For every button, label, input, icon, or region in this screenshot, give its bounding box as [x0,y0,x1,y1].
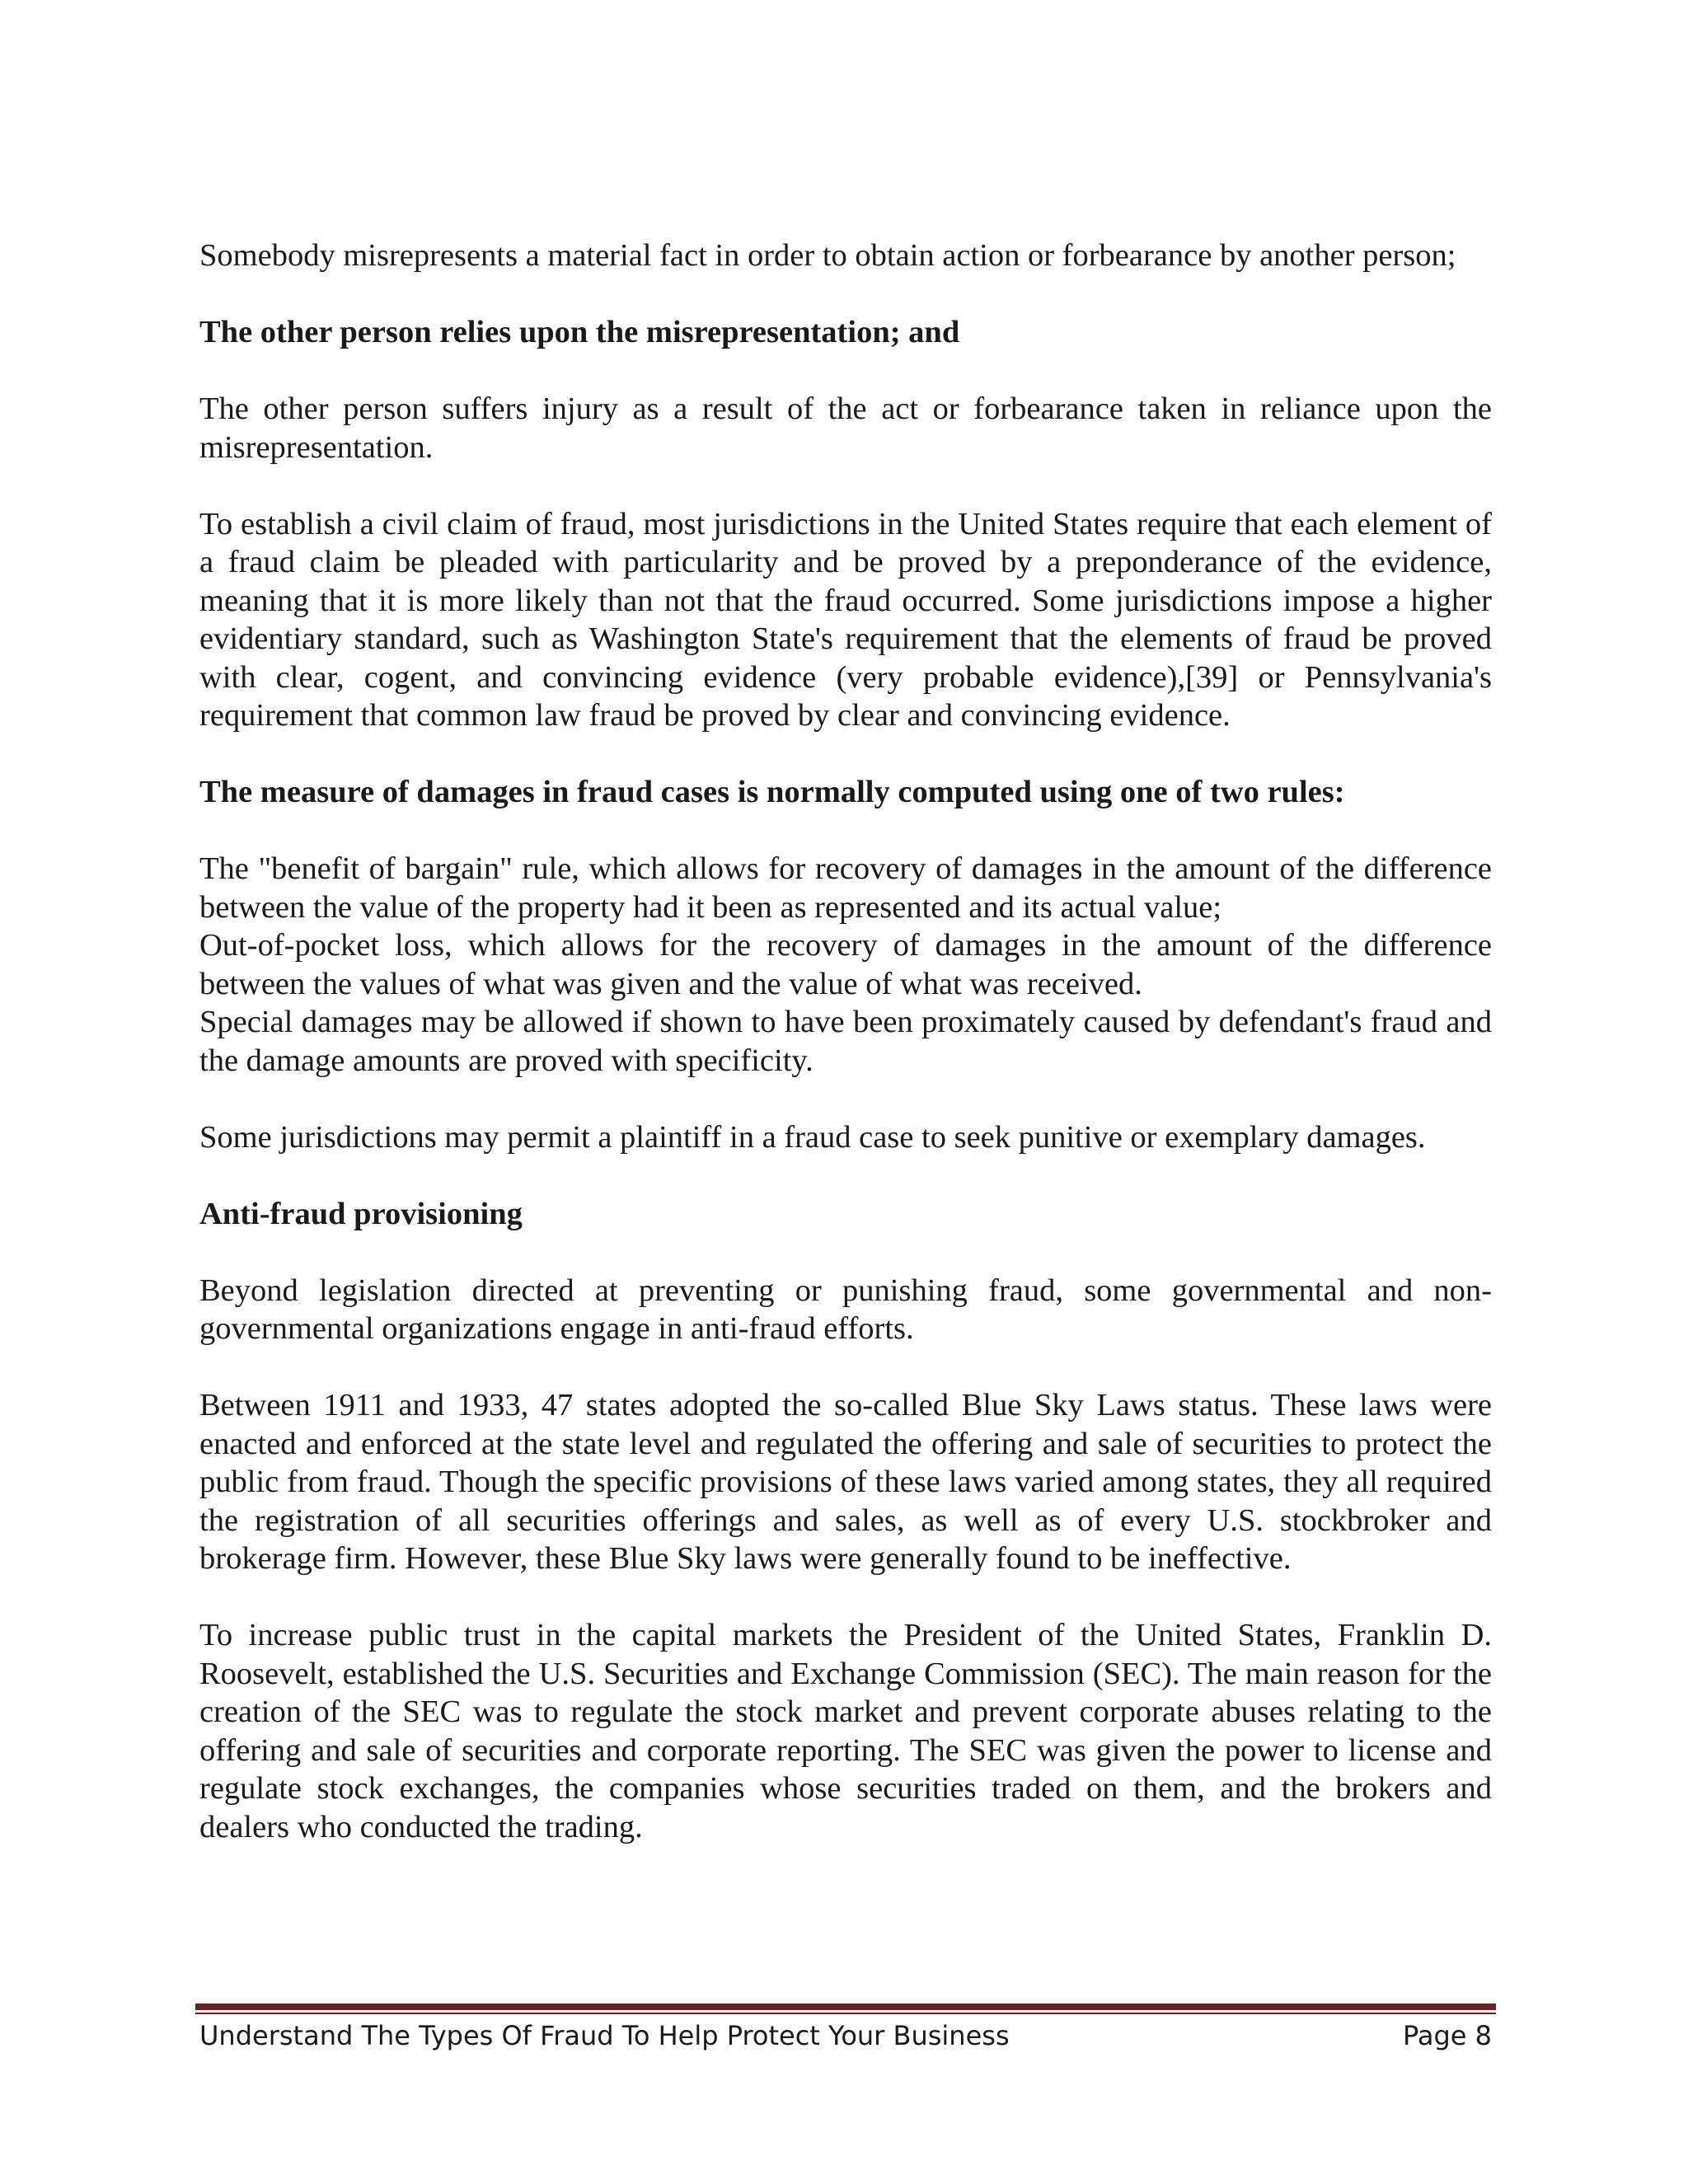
page-number: Page 8 [1403,2020,1492,2051]
paragraph: To increase public trust in the capital markets the President of the United States, Franklin D. Roosevelt, established the U.S. Securities and Exchange Commission (SEC). The main reason for the creation of the SEC was to regulate the stock market and prevent corporate abuses relating to the offering and sale of securities and corporate reporting. The SEC was given the power to license and regulate stock exchanges, the companies whose securities traded on them, and the brokers and dealers who conducted the trading. [199,1618,1492,1844]
body-text [199,237,1492,1846]
section-heading: Anti-fraud provisioning [199,1196,523,1231]
paragraph: Beyond legislation directed at preventing or punishing fraud, some governmental and non-governmental organizations engage in anti-fraud efforts. [199,1272,1492,1346]
page-footer [199,2016,1492,2055]
bold-paragraph: The other person relies upon the misrepresentation; and [199,315,960,349]
paragraph: The other person suffers injury as a result of the act or forbearance taken in reliance upon the misrepresentation. [199,391,1492,465]
paragraph: Between 1911 and 1933, 47 states adopted the so-called Blue Sky Laws status. These laws were enacted and enforced at the state level and regulated the offering and sale of securities to protect the public from fraud. Though the specific provisions of these laws varied among states, they all required the registration of all securities offerings and sales, as well as of every U.S. stockbroker and brokerage firm. However, these Blue Sky laws were generally found to be ineffective. [199,1388,1492,1576]
paragraph: Somebody misrepresents a material fact in order to obtain action or forbearance by another person; [199,238,1456,273]
paragraph: The "benefit of bargain" rule, which allows for recovery of damages in the amount of the difference between the value of the property had it been as represented and its actual value; [199,851,1492,925]
footer-title: Understand The Types Of Fraud To Help Protect Your Business [199,2020,1010,2051]
damages-heading: The measure of damages in fraud cases is normally computed using one of two rules: [199,775,1345,809]
paragraph: To establish a civil claim of fraud, most jurisdictions in the United States require that each element of a fraud claim be pleaded with particularity and be proved by a preponderance of the evidence, meaning that it is more likely than not that the fraud occurred. Some jurisdictions impose a higher evidentiary standard, such as Washington State's requirement that the elements of fraud be proved with clear, cogent, and convincing evidence (very probable evidence),[39] or Pennsylvania's requirement that common law fraud be proved by clear and convincing evidence. [199,506,1492,733]
paragraph: Some jurisdictions may permit a plaintiff in a fraud case to seek punitive or exemplary damages. [199,1119,1426,1155]
paragraph: Out-of-pocket loss, which allows for the recovery of damages in the amount of the difference between the values of what was given and the value of what was received. [199,928,1492,1001]
paragraph: Special damages may be allowed if shown to have been proximately caused by defendant's fraud and the damage amounts are proved with specificity. [199,1005,1492,1078]
footer-rule [195,2004,1496,2014]
